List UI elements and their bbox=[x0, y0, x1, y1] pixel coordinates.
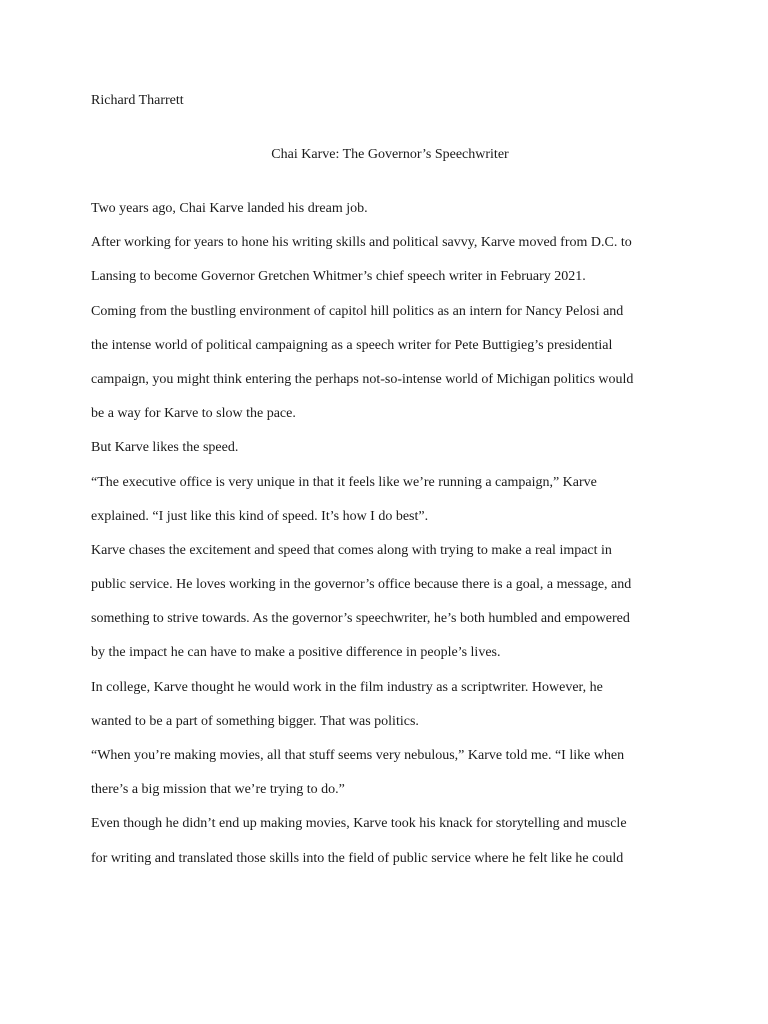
body-line: explained. “I just like this kind of speed. It’s how I do best”. bbox=[91, 508, 429, 524]
body-line: But Karve likes the speed. bbox=[91, 440, 239, 456]
body-line: public service. He loves working in the governor’s office because there is a goal, a message, and bbox=[91, 577, 632, 593]
article-title: Chai Karve: The Governor’s Speechwriter bbox=[271, 147, 509, 162]
body-line: Lansing to become Governor Gretchen Whitmer’s chief speech writer in February 2021. bbox=[91, 269, 586, 285]
body-line: “When you’re making movies, all that stuff seems very nebulous,” Karve told me. “I like when bbox=[91, 748, 625, 763]
article-body bbox=[91, 200, 691, 884]
body-line: Even though he didn’t end up making movies, Karve took his knack for storytelling and muscle bbox=[91, 816, 627, 832]
body-line: “The executive office is very unique in that it feels like we’re running a campaign,” Karve bbox=[91, 474, 597, 490]
body-line: Two years ago, Chai Karve landed his dream job. bbox=[91, 201, 368, 216]
body-line: for writing and translated those skills into the field of public service where he felt like he could bbox=[91, 850, 624, 866]
body-line: wanted to be a part of something bigger. That was politics. bbox=[91, 713, 419, 729]
author-name: Richard Tharrett bbox=[91, 93, 184, 108]
body-line: In college, Karve thought he would work in the film industry as a scriptwriter. However, he bbox=[91, 679, 603, 695]
body-line: After working for years to hone his writing skills and political savvy, Karve moved from D.C. to bbox=[91, 235, 632, 251]
body-line: something to strive towards. As the governor’s speechwriter, he’s both humbled and empowered bbox=[91, 611, 630, 627]
body-line: the intense world of political campaigning as a speech writer for Pete Buttigieg’s presidential bbox=[91, 337, 613, 353]
body-line: by the impact he can have to make a positive difference in people’s lives. bbox=[91, 645, 501, 661]
body-line: be a way for Karve to slow the pace. bbox=[91, 406, 296, 422]
body-line: there’s a big mission that we’re trying to do.” bbox=[91, 782, 345, 798]
body-line: Karve chases the excitement and speed that comes along with trying to make a real impact in bbox=[91, 542, 612, 558]
body-line: Coming from the bustling environment of capitol hill politics as an intern for Nancy Pelosi and bbox=[91, 303, 624, 319]
body-line: campaign, you might think entering the perhaps not-so-intense world of Michigan politics would bbox=[91, 371, 634, 387]
